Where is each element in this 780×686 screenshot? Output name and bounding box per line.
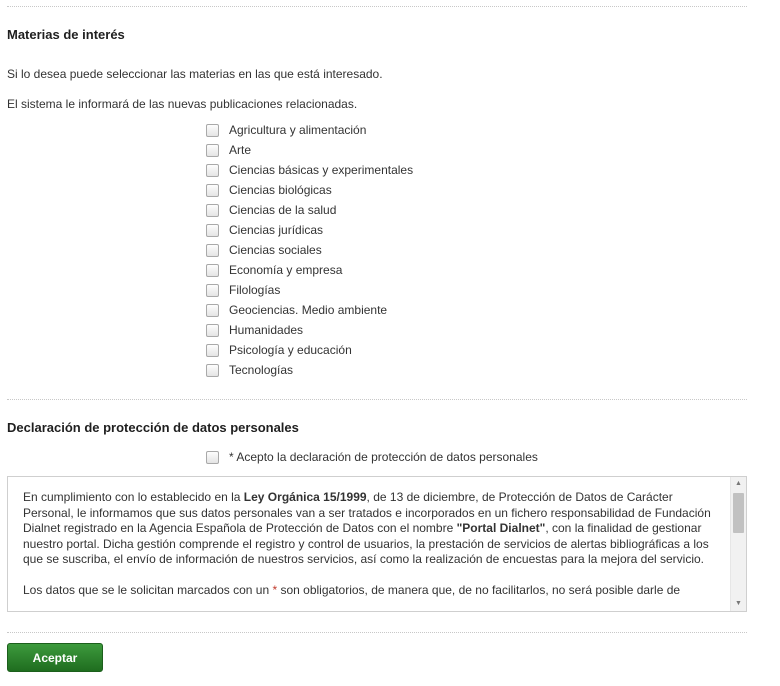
legal-text-part: son obligatorios, de manera que, de no facilitarlos, no será posible darle de bbox=[277, 582, 681, 597]
materia-option[interactable] bbox=[206, 240, 413, 260]
materias-checkbox-list bbox=[206, 120, 413, 380]
materia-option[interactable] bbox=[206, 200, 413, 220]
accept-declaration-option[interactable] bbox=[206, 447, 538, 467]
option-label: Ciencias biológicas bbox=[229, 183, 332, 197]
top-separator bbox=[7, 6, 747, 7]
checkbox[interactable] bbox=[206, 164, 219, 177]
accept-declaration-label: * Acepto la declaración de protección de datos personales bbox=[229, 450, 538, 464]
accept-declaration-checkbox[interactable] bbox=[206, 451, 219, 464]
checkbox[interactable] bbox=[206, 304, 219, 317]
required-star: * bbox=[272, 582, 278, 597]
legal-scrollbar[interactable] bbox=[730, 477, 746, 611]
materia-option[interactable] bbox=[206, 320, 413, 340]
law-reference: Ley Orgánica 15/1999 bbox=[243, 490, 367, 504]
option-label: Psicología y educación bbox=[229, 343, 352, 357]
scroll-up-arrow-icon[interactable]: ▲ bbox=[735, 480, 742, 487]
legal-text-part: , con la finalidad de gestionar nuestro portal. Dicha gestión comprende el registro y control de usuarios, la prestación de servicios de alertas bibliográficas a los que se suscriba, el envío de información de nuestros servicios, así como la realización de encuestas para la mejora del servicio. bbox=[23, 521, 709, 566]
checkbox[interactable] bbox=[206, 244, 219, 257]
materia-option[interactable] bbox=[206, 300, 413, 320]
materia-option[interactable] bbox=[206, 360, 413, 380]
option-label: Ciencias de la salud bbox=[229, 203, 337, 217]
middle-separator bbox=[7, 399, 747, 400]
option-label: Arte bbox=[229, 143, 252, 157]
checkbox[interactable] bbox=[206, 204, 219, 217]
materia-option[interactable] bbox=[206, 280, 413, 300]
legal-paragraph-2 bbox=[23, 583, 723, 599]
legal-text-part: En cumplimiento con lo establecido en la bbox=[23, 490, 244, 504]
materias-intro-2: El sistema le informará de las nuevas publicaciones relacionadas. bbox=[7, 97, 358, 111]
legal-text-part: , de 13 de diciembre, de Protección de Datos de Carácter Personal, le informamos que sus datos personales van a ser tratados e incorporados en un fichero responsabilidad de Fundación Dialnet registrado en la Agencia Española de Protección de Datos con el nombre bbox=[23, 490, 711, 535]
checkbox[interactable] bbox=[206, 324, 219, 337]
proteccion-heading: Declaración de protección de datos personales bbox=[7, 420, 299, 435]
scroll-down-arrow-icon[interactable]: ▼ bbox=[735, 600, 742, 607]
legal-text-part: Los datos que se le solicitan marcados con un bbox=[23, 582, 273, 597]
checkbox[interactable] bbox=[206, 344, 219, 357]
checkbox[interactable] bbox=[206, 364, 219, 377]
option-label: Tecnologías bbox=[229, 363, 294, 377]
materia-option[interactable] bbox=[206, 180, 413, 200]
materia-option[interactable] bbox=[206, 220, 413, 240]
materia-option[interactable] bbox=[206, 260, 413, 280]
legal-text bbox=[23, 490, 723, 612]
checkbox[interactable] bbox=[206, 224, 219, 237]
checkbox[interactable] bbox=[206, 144, 219, 157]
materia-option[interactable] bbox=[206, 120, 413, 140]
option-label: Ciencias jurídicas bbox=[229, 223, 324, 237]
materias-heading: Materias de interés bbox=[7, 27, 125, 42]
scrollbar-thumb[interactable] bbox=[733, 493, 744, 533]
legal-paragraph-1 bbox=[23, 490, 723, 568]
option-label: Humanidades bbox=[229, 323, 304, 337]
checkbox[interactable] bbox=[206, 184, 219, 197]
file-name: "Portal Dialnet" bbox=[456, 521, 546, 535]
option-label: Agricultura y alimentación bbox=[229, 123, 367, 137]
legal-text-box[interactable] bbox=[7, 476, 747, 612]
option-label: Economía y empresa bbox=[229, 263, 343, 277]
materia-option[interactable] bbox=[206, 160, 413, 180]
bottom-separator bbox=[7, 632, 747, 633]
option-label: Ciencias sociales bbox=[229, 243, 322, 257]
checkbox[interactable] bbox=[206, 124, 219, 137]
checkbox[interactable] bbox=[206, 284, 219, 297]
materias-intro-1: Si lo desea puede seleccionar las materias en las que está interesado. bbox=[7, 67, 383, 81]
accept-button[interactable]: Aceptar bbox=[7, 643, 103, 672]
option-label: Filologías bbox=[229, 283, 281, 297]
option-label: Ciencias básicas y experimentales bbox=[229, 163, 414, 177]
materia-option[interactable] bbox=[206, 140, 413, 160]
materia-option[interactable] bbox=[206, 340, 413, 360]
option-label: Geociencias. Medio ambiente bbox=[229, 303, 388, 317]
checkbox[interactable] bbox=[206, 264, 219, 277]
